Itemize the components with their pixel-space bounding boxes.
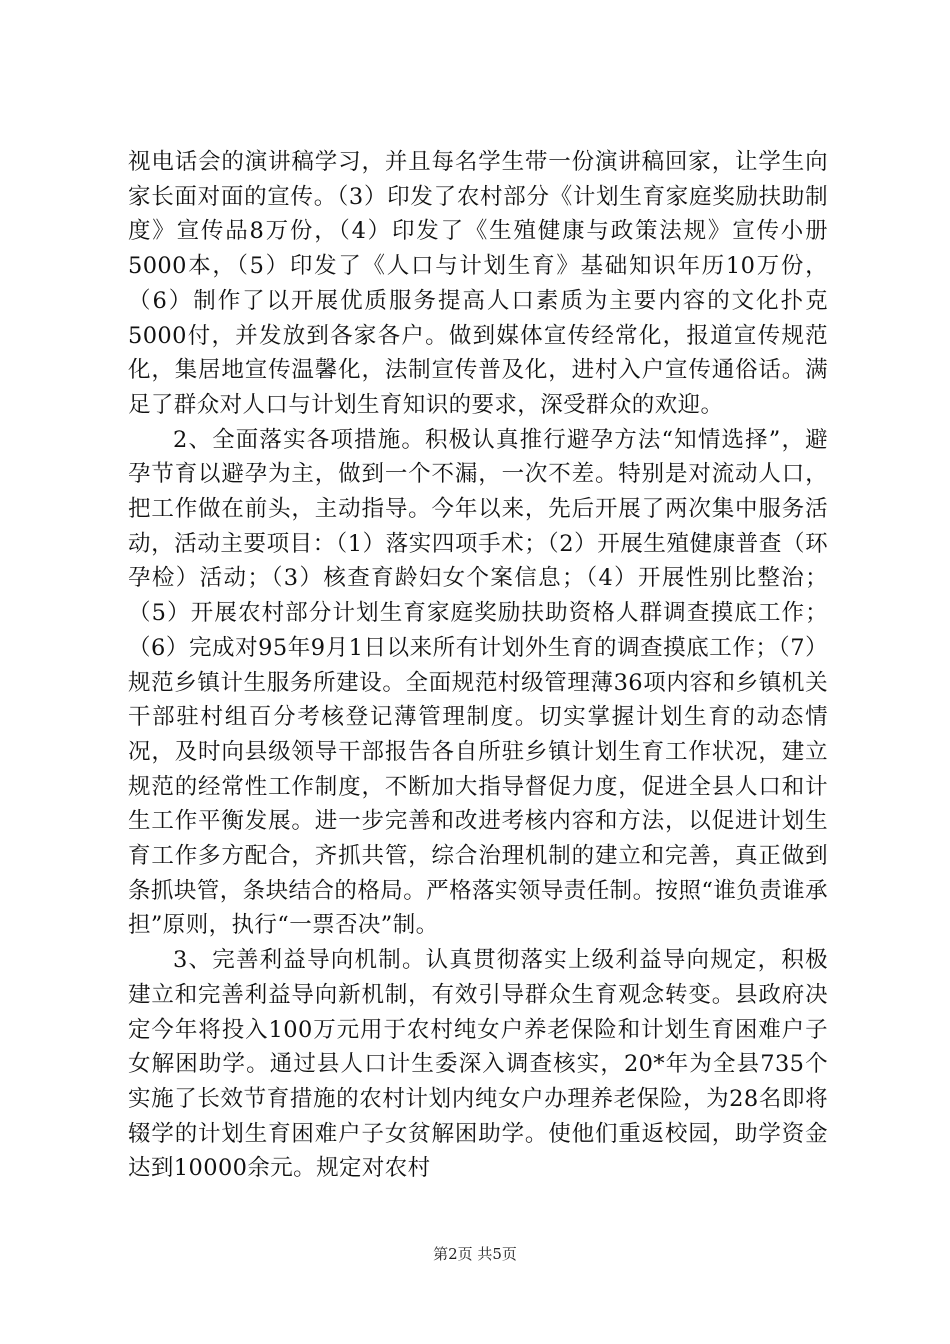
paragraph-measures: 2、全面落实各项措施。积极认真推行避孕方法“知情选择”，避孕节育以避孕为主，做到一个不漏，一次不差。特别是对流动人口，把工作做在前头，主动指导。今年以来，先后开展了两次集中服务活动，活动主要项目：（1）落实四项手术；（2）开展生殖健康普查（环孕检）活动；（3）核查育龄妇女个案信息；（4）开展性别比整治；（5）开展农村部分计划生育家庭奖励扶助资格人群调查摸底工作；（6）完成对95年9月1日以来所有计划外生育的调查摸底工作；（7）规范乡镇计生服务所建设。全面规范村级管理薄36项内容和乡镇机关干部驻村组百分考核登记薄管理制度。切实掌握计划生育的动态情况，及时向县级领导干部报告各自所驻乡镇计划生育工作状况，建立规范的经常性工作制度，不断加大指导督促力度，促进全县人口和计生工作平衡发展。进一步完善和改进考核内容和方法，以促进计划生育工作多方配合，齐抓共管，综合治理机制的建立和完善，真正做到条抓块管，条块结合的格局。严格落实领导责任制。按照“谁负责谁承担”原则，执行“一票否决”制。 [128, 426, 828, 939]
document-body [128, 145, 828, 1186]
paragraph-incentives: 3、完善利益导向机制。认真贯彻落实上级利益导向规定，积极建立和完善利益导向新机制，有效引导群众生育观念转变。县政府决定今年将投入100万元用于农村纯女户养老保险和计划生育困难户子女解困助学。通过县人口计生委深入调查核实，20*年为全县735个实施了长效节育措施的农村计划内纯女户办理养老保险，为28名即将辍学的计划生育困难户子女贫解困助学。使他们重返校园，助学资金达到10000余元。规定对农村 [128, 947, 828, 1182]
paragraph-publicity: 视电话会的演讲稿学习，并且每名学生带一份演讲稿回家，让学生向家长面对面的宣传。（3）印发了农村部分《计划生育家庭奖励扶助制度》宣传品8万份，（4）印发了《生殖健康与政策法规》宣传小册5000本，（5）印发了《人口与计划生育》基础知识年历10万份，（6）制作了以开展优质服务提高人口素质为主要内容的文化扑克5000付，并发放到各家各户。做到媒体宣传经常化，报道宣传规范化，集居地宣传温馨化，法制宣传普及化，进村入户宣传通俗话。满足了群众对人口与计划生育知识的要求，深受群众的欢迎。 [128, 149, 828, 418]
page-footer: 第2页 共5页 [433, 1245, 517, 1263]
